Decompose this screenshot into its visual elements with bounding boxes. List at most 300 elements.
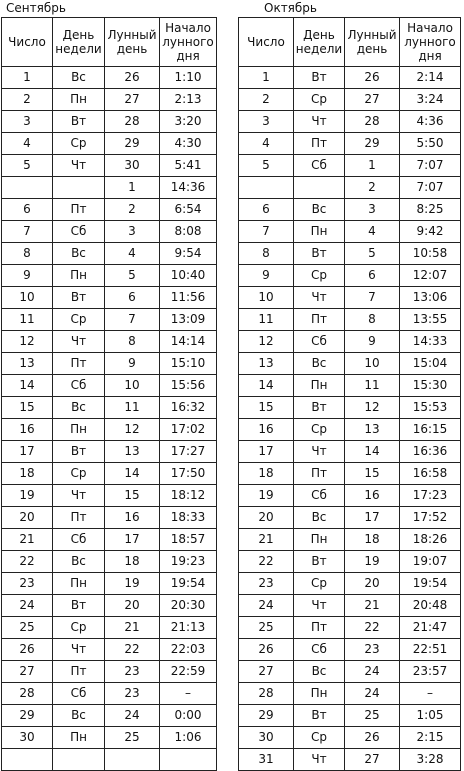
- date-cell: 8: [2, 243, 53, 265]
- date-cell: 30: [239, 727, 294, 749]
- lunar-day-start-cell: 10:58: [400, 243, 461, 265]
- date-cell: 25: [2, 617, 53, 639]
- weekday-cell: Вс: [53, 397, 105, 419]
- lunar-day-start-cell: 18:33: [160, 507, 217, 529]
- weekday-cell: Вс: [294, 507, 345, 529]
- weekday-cell: Пт: [53, 661, 105, 683]
- date-cell: 15: [2, 397, 53, 419]
- date-cell: 14: [239, 375, 294, 397]
- date-cell: 26: [239, 639, 294, 661]
- lunar-day-start-cell: 19:54: [160, 573, 217, 595]
- table-row: [2, 309, 217, 331]
- month-title-october: Октябрь: [264, 1, 317, 15]
- weekday-cell: Пт: [53, 507, 105, 529]
- table-row: [2, 507, 217, 529]
- lunar-day-cell: 25: [105, 727, 160, 749]
- lunar-day-start-cell: 8:25: [400, 199, 461, 221]
- lunar-day-start-cell: 15:04: [400, 353, 461, 375]
- date-cell: 30: [2, 727, 53, 749]
- date-cell: 16: [239, 419, 294, 441]
- date-cell: 23: [2, 573, 53, 595]
- table-row: [239, 595, 461, 617]
- lunar-day-cell: 27: [345, 749, 400, 771]
- lunar-day-start-cell: 16:32: [160, 397, 217, 419]
- lunar-day-start-cell: 19:54: [400, 573, 461, 595]
- weekday-cell: Пн: [294, 221, 345, 243]
- lunar-day-cell: 23: [345, 639, 400, 661]
- weekday-cell: Сб: [53, 529, 105, 551]
- table-row: [2, 463, 217, 485]
- weekday-cell: Вс: [53, 67, 105, 89]
- table-row: [2, 331, 217, 353]
- table-row: [239, 463, 461, 485]
- table-row: [239, 309, 461, 331]
- weekday-cell: Ср: [53, 133, 105, 155]
- date-cell: 14: [2, 375, 53, 397]
- weekday-cell: Вт: [53, 111, 105, 133]
- date-cell: 11: [239, 309, 294, 331]
- date-cell: 26: [2, 639, 53, 661]
- september-rows: [2, 67, 217, 771]
- lunar-day-start-cell: 4:30: [160, 133, 217, 155]
- lunar-day-cell: 9: [345, 331, 400, 353]
- weekday-cell: Сб: [53, 375, 105, 397]
- lunar-day-start-cell: 21:13: [160, 617, 217, 639]
- lunar-day-cell: 27: [105, 89, 160, 111]
- table-row: [239, 177, 461, 199]
- lunar-day-start-cell: 16:36: [400, 441, 461, 463]
- table-row: [239, 67, 461, 89]
- table-row: [2, 89, 217, 111]
- date-cell: 9: [2, 265, 53, 287]
- date-cell: 10: [239, 287, 294, 309]
- table-row: [2, 111, 217, 133]
- lunar-day-cell: 29: [345, 133, 400, 155]
- table-row: [2, 661, 217, 683]
- weekday-cell: Пт: [294, 617, 345, 639]
- lunar-day-start-cell: 20:30: [160, 595, 217, 617]
- lunar-day-cell: 17: [105, 529, 160, 551]
- lunar-day-start-cell: 22:51: [400, 639, 461, 661]
- weekday-cell: Пн: [53, 727, 105, 749]
- date-cell: 18: [2, 463, 53, 485]
- lunar-day-start-cell: 5:41: [160, 155, 217, 177]
- weekday-cell: Пн: [294, 683, 345, 705]
- date-cell: 19: [239, 485, 294, 507]
- lunar-day-cell: 6: [105, 287, 160, 309]
- table-row: [2, 67, 217, 89]
- col-header-lunar-day: Лунный день: [345, 18, 400, 67]
- lunar-day-start-cell: 16:15: [400, 419, 461, 441]
- table-row: [239, 111, 461, 133]
- weekday-cell: Чт: [53, 331, 105, 353]
- date-cell: 7: [239, 221, 294, 243]
- date-cell: 3: [2, 111, 53, 133]
- table-row: [2, 243, 217, 265]
- lunar-day-cell: 4: [345, 221, 400, 243]
- weekday-cell: Пт: [53, 199, 105, 221]
- weekday-cell: Чт: [53, 639, 105, 661]
- lunar-day-cell: 21: [345, 595, 400, 617]
- date-cell: 4: [239, 133, 294, 155]
- lunar-day-cell: 4: [105, 243, 160, 265]
- header-row: [239, 18, 461, 67]
- table-row: [2, 551, 217, 573]
- lunar-day-start-cell: 22:03: [160, 639, 217, 661]
- weekday-cell: Вт: [53, 441, 105, 463]
- table-row: [2, 287, 217, 309]
- lunar-day-start-cell: 3:24: [400, 89, 461, 111]
- weekday-cell: Вт: [294, 705, 345, 727]
- lunar-day-start-cell: 9:42: [400, 221, 461, 243]
- lunar-day-start-cell: 4:36: [400, 111, 461, 133]
- date-cell: 21: [239, 529, 294, 551]
- weekday-cell: Чт: [53, 485, 105, 507]
- weekday-cell: Вт: [294, 551, 345, 573]
- lunar-day-cell: 20: [345, 573, 400, 595]
- lunar-day-start-cell: 15:30: [400, 375, 461, 397]
- lunar-day-cell: 26: [105, 67, 160, 89]
- date-cell: 17: [239, 441, 294, 463]
- date-cell: 29: [239, 705, 294, 727]
- table-row: [239, 639, 461, 661]
- date-cell: 7: [2, 221, 53, 243]
- weekday-cell: [294, 177, 345, 199]
- weekday-cell: Вс: [53, 551, 105, 573]
- lunar-day-cell: 21: [105, 617, 160, 639]
- date-cell: [239, 177, 294, 199]
- date-cell: 29: [2, 705, 53, 727]
- lunar-day-cell: 3: [105, 221, 160, 243]
- lunar-day-start-cell: 16:58: [400, 463, 461, 485]
- lunar-day-cell: 11: [345, 375, 400, 397]
- weekday-cell: Вт: [294, 243, 345, 265]
- lunar-day-start-cell: 18:57: [160, 529, 217, 551]
- date-cell: 11: [2, 309, 53, 331]
- lunar-day-cell: 24: [105, 705, 160, 727]
- weekday-cell: Пн: [53, 89, 105, 111]
- lunar-day-cell: 16: [105, 507, 160, 529]
- lunar-day-start-cell: 11:56: [160, 287, 217, 309]
- lunar-day-cell: 19: [345, 551, 400, 573]
- lunar-day-start-cell: 7:07: [400, 177, 461, 199]
- lunar-day-start-cell: 17:23: [400, 485, 461, 507]
- weekday-cell: Сб: [294, 155, 345, 177]
- lunar-day-start-cell: 2:14: [400, 67, 461, 89]
- lunar-day-cell: 5: [345, 243, 400, 265]
- weekday-cell: Вс: [294, 661, 345, 683]
- table-row: [239, 221, 461, 243]
- table-row: [239, 441, 461, 463]
- table-row: [239, 683, 461, 705]
- date-cell: 22: [239, 551, 294, 573]
- lunar-day-start-cell: 2:13: [160, 89, 217, 111]
- lunar-day-cell: 10: [345, 353, 400, 375]
- table-row: [2, 155, 217, 177]
- lunar-day-start-cell: 18:26: [400, 529, 461, 551]
- table-row: [2, 375, 217, 397]
- table-row: [2, 727, 217, 749]
- lunar-day-start-cell: 13:06: [400, 287, 461, 309]
- date-cell: 28: [239, 683, 294, 705]
- table-row: [2, 705, 217, 727]
- lunar-day-cell: 1: [105, 177, 160, 199]
- date-cell: 24: [2, 595, 53, 617]
- weekday-cell: Вт: [53, 595, 105, 617]
- col-header-weekday: День недели: [294, 18, 345, 67]
- date-cell: 20: [239, 507, 294, 529]
- header-row: [2, 18, 217, 67]
- weekday-cell: Пт: [294, 463, 345, 485]
- weekday-cell: Ср: [294, 419, 345, 441]
- col-header-date: Число: [2, 18, 53, 67]
- october-rows: [239, 67, 461, 771]
- table-row: [239, 397, 461, 419]
- date-cell: 18: [239, 463, 294, 485]
- table-row: [239, 353, 461, 375]
- lunar-day-cell: 17: [345, 507, 400, 529]
- table-row: [2, 397, 217, 419]
- lunar-day-start-cell: 14:36: [160, 177, 217, 199]
- lunar-day-start-cell: 23:57: [400, 661, 461, 683]
- date-cell: 9: [239, 265, 294, 287]
- table-row: [239, 617, 461, 639]
- september-table: [1, 17, 217, 771]
- lunar-day-cell: 20: [105, 595, 160, 617]
- lunar-day-start-cell: 19:23: [160, 551, 217, 573]
- weekday-cell: Вс: [294, 199, 345, 221]
- lunar-day-start-cell: 1:06: [160, 727, 217, 749]
- col-header-lunar-day: Лунный день: [105, 18, 160, 67]
- table-row: [2, 221, 217, 243]
- weekday-cell: Чт: [294, 441, 345, 463]
- table-row: [239, 529, 461, 551]
- lunar-day-cell: 15: [345, 463, 400, 485]
- lunar-day-start-cell: 15:56: [160, 375, 217, 397]
- weekday-cell: Ср: [294, 727, 345, 749]
- lunar-day-start-cell: 10:40: [160, 265, 217, 287]
- date-cell: 27: [2, 661, 53, 683]
- table-row: [239, 133, 461, 155]
- table-row: [2, 485, 217, 507]
- lunar-day-cell: 3: [345, 199, 400, 221]
- weekday-cell: Вс: [294, 353, 345, 375]
- table-row: [239, 89, 461, 111]
- lunar-day-start-cell: 13:09: [160, 309, 217, 331]
- date-cell: 1: [239, 67, 294, 89]
- weekday-cell: Ср: [53, 463, 105, 485]
- weekday-cell: Чт: [294, 111, 345, 133]
- weekday-cell: Ср: [294, 89, 345, 111]
- lunar-day-cell: 5: [105, 265, 160, 287]
- table-row: [239, 375, 461, 397]
- lunar-day-start-cell: 17:52: [400, 507, 461, 529]
- lunar-day-cell: 22: [345, 617, 400, 639]
- lunar-day-start-cell: 19:07: [400, 551, 461, 573]
- col-header-date: Число: [239, 18, 294, 67]
- col-header-lunar-day-start: Начало лунного дня: [400, 18, 461, 67]
- lunar-day-cell: 7: [345, 287, 400, 309]
- table-row: [2, 441, 217, 463]
- date-cell: 2: [239, 89, 294, 111]
- lunar-day-cell: 23: [105, 683, 160, 705]
- weekday-cell: Пт: [294, 309, 345, 331]
- lunar-day-cell: 11: [105, 397, 160, 419]
- table-row: [2, 639, 217, 661]
- lunar-day-cell: 8: [345, 309, 400, 331]
- table-row: [2, 617, 217, 639]
- date-cell: 13: [239, 353, 294, 375]
- lunar-day-cell: 19: [105, 573, 160, 595]
- lunar-day-start-cell: 1:10: [160, 67, 217, 89]
- weekday-cell: Ср: [294, 573, 345, 595]
- lunar-day-start-cell: 21:47: [400, 617, 461, 639]
- date-cell: 5: [2, 155, 53, 177]
- lunar-day-start-cell: 15:10: [160, 353, 217, 375]
- weekday-cell: Вс: [53, 705, 105, 727]
- lunar-day-cell: 2: [345, 177, 400, 199]
- lunar-day-cell: 22: [105, 639, 160, 661]
- col-header-lunar-day-start: Начало лунного дня: [160, 18, 217, 67]
- weekday-cell: Сб: [53, 221, 105, 243]
- weekday-cell: Вс: [53, 243, 105, 265]
- lunar-day-start-cell: 1:05: [400, 705, 461, 727]
- lunar-day-start-cell: 14:33: [400, 331, 461, 353]
- table-row: [239, 199, 461, 221]
- date-cell: 2: [2, 89, 53, 111]
- date-cell: 27: [239, 661, 294, 683]
- date-cell: [2, 177, 53, 199]
- lunar-day-cell: 12: [345, 397, 400, 419]
- weekday-cell: Пт: [294, 133, 345, 155]
- table-row: [239, 485, 461, 507]
- weekday-cell: Пн: [53, 573, 105, 595]
- lunar-day-start-cell: 22:59: [160, 661, 217, 683]
- weekday-cell: Ср: [53, 309, 105, 331]
- lunar-day-start-cell: 12:07: [400, 265, 461, 287]
- lunar-day-cell: 1: [345, 155, 400, 177]
- table-row: [239, 331, 461, 353]
- lunar-day-cell: 24: [345, 661, 400, 683]
- lunar-day-start-cell: 14:14: [160, 331, 217, 353]
- weekday-cell: Ср: [53, 617, 105, 639]
- table-row: [239, 243, 461, 265]
- table-row: [239, 551, 461, 573]
- lunar-day-start-cell: –: [160, 683, 217, 705]
- date-cell: 8: [239, 243, 294, 265]
- lunar-day-cell: 18: [105, 551, 160, 573]
- lunar-day-cell: 26: [345, 727, 400, 749]
- weekday-cell: Чт: [294, 595, 345, 617]
- lunar-day-cell: 24: [345, 683, 400, 705]
- weekday-cell: Пн: [53, 265, 105, 287]
- lunar-day-start-cell: 17:50: [160, 463, 217, 485]
- lunar-day-cell: 29: [105, 133, 160, 155]
- lunar-day-cell: 8: [105, 331, 160, 353]
- lunar-day-start-cell: 15:53: [400, 397, 461, 419]
- weekday-cell: [53, 177, 105, 199]
- lunar-day-start-cell: 3:20: [160, 111, 217, 133]
- table-row: [2, 353, 217, 375]
- lunar-day-cell: 7: [105, 309, 160, 331]
- table-row: [239, 661, 461, 683]
- lunar-day-start-cell: –: [400, 683, 461, 705]
- date-cell: 3: [239, 111, 294, 133]
- weekday-cell: Чт: [294, 287, 345, 309]
- table-row: [239, 507, 461, 529]
- lunar-day-cell: 9: [105, 353, 160, 375]
- weekday-cell: Вт: [294, 67, 345, 89]
- date-cell: 15: [239, 397, 294, 419]
- lunar-day-start-cell: 0:00: [160, 705, 217, 727]
- lunar-day-cell: 28: [105, 111, 160, 133]
- lunar-day-cell: 27: [345, 89, 400, 111]
- col-header-weekday: День недели: [53, 18, 105, 67]
- table-row: [239, 265, 461, 287]
- table-row: [2, 683, 217, 705]
- date-cell: 6: [239, 199, 294, 221]
- weekday-cell: Пт: [53, 353, 105, 375]
- date-cell: 6: [2, 199, 53, 221]
- table-row: [2, 419, 217, 441]
- weekday-cell: Чт: [53, 155, 105, 177]
- table-row: [2, 199, 217, 221]
- lunar-day-start-cell: 17:27: [160, 441, 217, 463]
- lunar-day-cell: 13: [345, 419, 400, 441]
- date-cell: 16: [2, 419, 53, 441]
- lunar-day-cell: 10: [105, 375, 160, 397]
- lunar-day-cell: 6: [345, 265, 400, 287]
- lunar-day-cell: 14: [345, 441, 400, 463]
- date-cell: 31: [239, 749, 294, 771]
- lunar-day-cell: 2: [105, 199, 160, 221]
- lunar-day-cell: 30: [105, 155, 160, 177]
- weekday-cell: Пн: [294, 529, 345, 551]
- date-cell: 12: [2, 331, 53, 353]
- date-cell: 23: [239, 573, 294, 595]
- lunar-day-cell: 18: [345, 529, 400, 551]
- lunar-day-start-cell: 13:55: [400, 309, 461, 331]
- lunar-day-start-cell: 8:08: [160, 221, 217, 243]
- date-cell: 4: [2, 133, 53, 155]
- lunar-day-cell: 28: [345, 111, 400, 133]
- lunar-day-start-cell: 17:02: [160, 419, 217, 441]
- weekday-cell: Сб: [294, 639, 345, 661]
- lunar-day-start-cell: 7:07: [400, 155, 461, 177]
- table-row: [2, 133, 217, 155]
- date-cell: 21: [2, 529, 53, 551]
- lunar-day-start-cell: 3:28: [400, 749, 461, 771]
- lunar-day-cell: 13: [105, 441, 160, 463]
- table-row: [2, 265, 217, 287]
- lunar-day-cell: 25: [345, 705, 400, 727]
- table-row: [239, 573, 461, 595]
- date-cell: 12: [239, 331, 294, 353]
- date-cell: 24: [239, 595, 294, 617]
- month-title-september: Сентябрь: [6, 1, 66, 15]
- lunar-day-cell: 14: [105, 463, 160, 485]
- lunar-day-cell: 15: [105, 485, 160, 507]
- table-row: [239, 287, 461, 309]
- table-row: [239, 419, 461, 441]
- lunar-day-start-cell: 2:15: [400, 727, 461, 749]
- lunar-day-cell: 26: [345, 67, 400, 89]
- date-cell: 28: [2, 683, 53, 705]
- weekday-cell: Вт: [294, 397, 345, 419]
- october-table: [238, 17, 461, 771]
- weekday-cell: Сб: [294, 331, 345, 353]
- weekday-cell: Сб: [53, 683, 105, 705]
